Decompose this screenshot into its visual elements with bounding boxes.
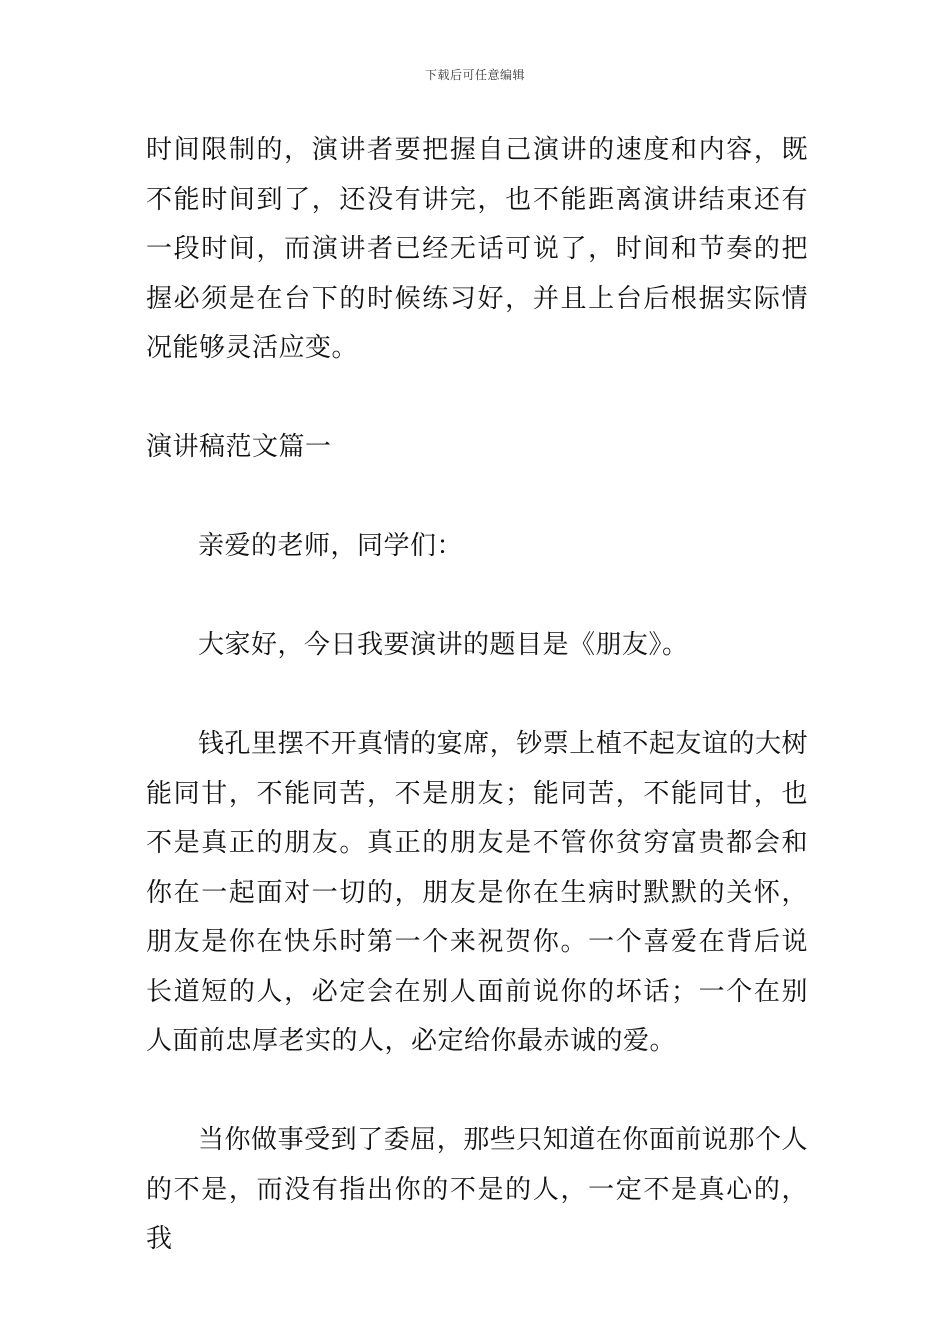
paragraph-spacer bbox=[146, 671, 808, 721]
body-paragraph: 当你做事受到了委屈，那些只知道在你面前说那个人的不是，而没有指出你的不是的人，一定不是真心的，我 bbox=[146, 1125, 808, 1254]
paragraph-spacer bbox=[146, 374, 808, 424]
paragraph-continuation: 时间限制的，演讲者要把握自己演讲的速度和内容，既不能时间到了，还没有讲完，也不能距离演讲结束还有一段时间，而演讲者已经无话可说了，时间和节奏的把握必须是在台下的时候练习好，并且上台后根据实际情况能够灵活应变。 bbox=[146, 135, 808, 363]
page-header: 下载后可任意编辑 bbox=[424, 68, 525, 82]
salutation: 亲爱的老师，同学们： bbox=[198, 531, 464, 561]
paragraph-spacer bbox=[146, 572, 808, 622]
paragraph-spacer bbox=[146, 473, 808, 523]
greeting-paragraph: 大家好，今日我要演讲的题目是《朋友》。 bbox=[198, 630, 689, 660]
section-title: 演讲稿范文篇一 bbox=[146, 432, 332, 462]
paragraph-spacer bbox=[146, 1067, 808, 1117]
document-body bbox=[146, 126, 808, 1265]
body-paragraph: 钱孔里摆不开真情的宴席，钞票上植不起友谊的大树能同甘，不能同苦，不是朋友；能同苦，不能同甘，也不是真正的朋友。真正的朋友是不管你贫穷富贵都会和你在一起面对一切的，朋友是你在生病时默默的关怀，朋友是你在快乐时第一个来祝贺你。一个喜爱在背后说长道短的人，必定会在别人面前说你的坏话；一个在别人面前忠厚老实的人，必定给你最赤诚的爱。 bbox=[146, 729, 808, 1056]
